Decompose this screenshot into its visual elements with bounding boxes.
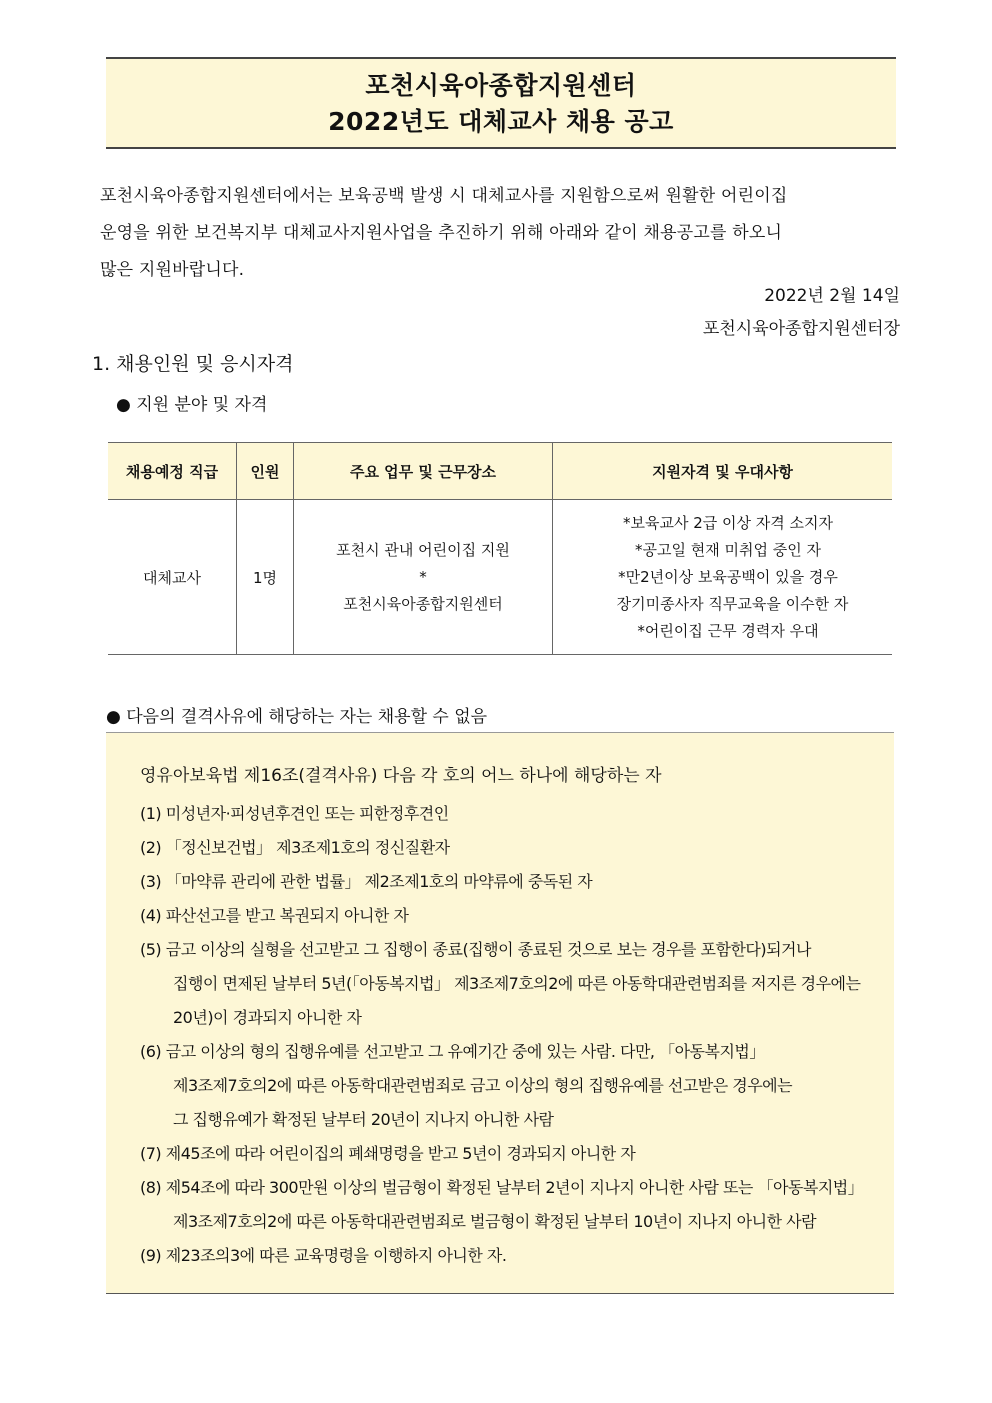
qualification-item: *어린이집 근무 경력자 우대: [637, 621, 819, 640]
list-item-continuation: 그 집행유예가 확정된 날부터 20년이 지나지 아니한 사람: [173, 1110, 554, 1129]
cell-duty: [294, 500, 553, 655]
list-item: (1) 미성년자·피성년후견인 또는 피한정후견인: [140, 804, 449, 823]
recruitment-table: [108, 442, 892, 655]
list-item: (6) 금고 이상의 형의 집행유예를 선고받고 그 유예기간 중에 있는 사람. 다만, 「아동복지법」: [140, 1042, 765, 1061]
qualification-item: 장기미종사자 직무교육을 이수한 자: [616, 594, 849, 613]
bullet-field-qualification: ● 지원 분야 및 자격: [116, 395, 268, 415]
qualification-item: *보육교사 2급 이상 자격 소지자: [623, 513, 833, 532]
intro-paragraph: [100, 178, 890, 289]
header-qualification: 지원자격 및 우대사항: [553, 443, 893, 500]
section-title: 1. 채용인원 및 응시자격: [92, 353, 294, 375]
title-line-2: 2022년도 대체교사 채용 공고: [328, 107, 674, 136]
intro-line: 운영을 위한 보건복지부 대체교사지원사업을 추진하기 위해 아래와 같이 채용공고를 하오니: [100, 223, 783, 243]
cell-position: 대체교사: [108, 500, 237, 655]
qualification-item: *공고일 현재 미취업 중인 자: [635, 540, 821, 559]
title-box: [106, 57, 896, 149]
intro-line: 포천시육아종합지원센터에서는 보육공백 발생 시 대체교사를 지원함으로써 원활한 어린이집: [100, 186, 788, 206]
intro-line: 많은 지원바랍니다.: [100, 260, 245, 280]
table-header-row: [108, 443, 892, 500]
duty-line: 포천시 관내 어린이집 지원: [336, 540, 510, 559]
notice-signer: 포천시육아종합지원센터장: [702, 319, 900, 339]
list-item: (3) 「마약류 관리에 관한 법률」 제2조제1호의 마약류에 중독된 자: [140, 872, 593, 891]
disqualification-list: [140, 797, 863, 1273]
title-line-1: 포천시육아종합지원센터: [365, 71, 637, 100]
header-count: 인원: [237, 443, 294, 500]
header-position: 채용예정 직급: [108, 443, 237, 500]
cell-count: 1명: [237, 500, 294, 655]
list-item: (5) 금고 이상의 실형을 선고받고 그 집행이 종료(집행이 종료된 것으로 보는 경우를 포함한다)되거나: [140, 940, 811, 959]
cell-qualification: [553, 500, 893, 655]
table-row: [108, 500, 892, 655]
duty-line: 포천시육아종합지원센터: [343, 594, 503, 613]
list-item-continuation: 제3조제7호의2에 따른 아동학대관련범죄로 금고 이상의 형의 집행유예를 선고받은 경우에는: [173, 1076, 793, 1095]
disqualification-intro: 영유아보육법 제16조(결격사유) 다음 각 호의 어느 하나에 해당하는 자: [140, 766, 662, 786]
list-item: (8) 제54조에 따라 300만원 이상의 벌금형이 확정된 날부터 2년이 지나지 아니한 사람 또는 「아동복지법」: [140, 1178, 864, 1197]
duty-line: *: [419, 567, 427, 586]
qualification-item: *만2년이상 보육공백이 있을 경우: [618, 567, 838, 586]
notice-date: 2022년 2월 14일: [764, 286, 900, 306]
list-item: (9) 제23조의3에 따른 교육명령을 이행하지 아니한 자.: [140, 1246, 507, 1265]
list-item-continuation: 20년)이 경과되지 아니한 자: [173, 1008, 362, 1027]
list-item-continuation: 제3조제7호의2에 따른 아동학대관련범죄로 벌금형이 확정된 날부터 10년이 지나지 아니한 사람: [173, 1212, 817, 1231]
bullet-disqualification: ● 다음의 결격사유에 해당하는 자는 채용할 수 없음: [106, 707, 488, 727]
list-item-continuation: 집행이 면제된 날부터 5년(「아동복지법」 제3조제7호의2에 따른 아동학대관련범죄를 저지른 경우에는: [173, 974, 861, 993]
list-item: (2) 「정신보건법」 제3조제1호의 정신질환자: [140, 838, 450, 857]
list-item: (4) 파산선고를 받고 복권되지 아니한 자: [140, 906, 409, 925]
list-item: (7) 제45조에 따라 어린이집의 폐쇄명령을 받고 5년이 경과되지 아니한 자: [140, 1144, 636, 1163]
header-duty: 주요 업무 및 근무장소: [294, 443, 553, 500]
disqualification-box: [106, 732, 894, 1294]
